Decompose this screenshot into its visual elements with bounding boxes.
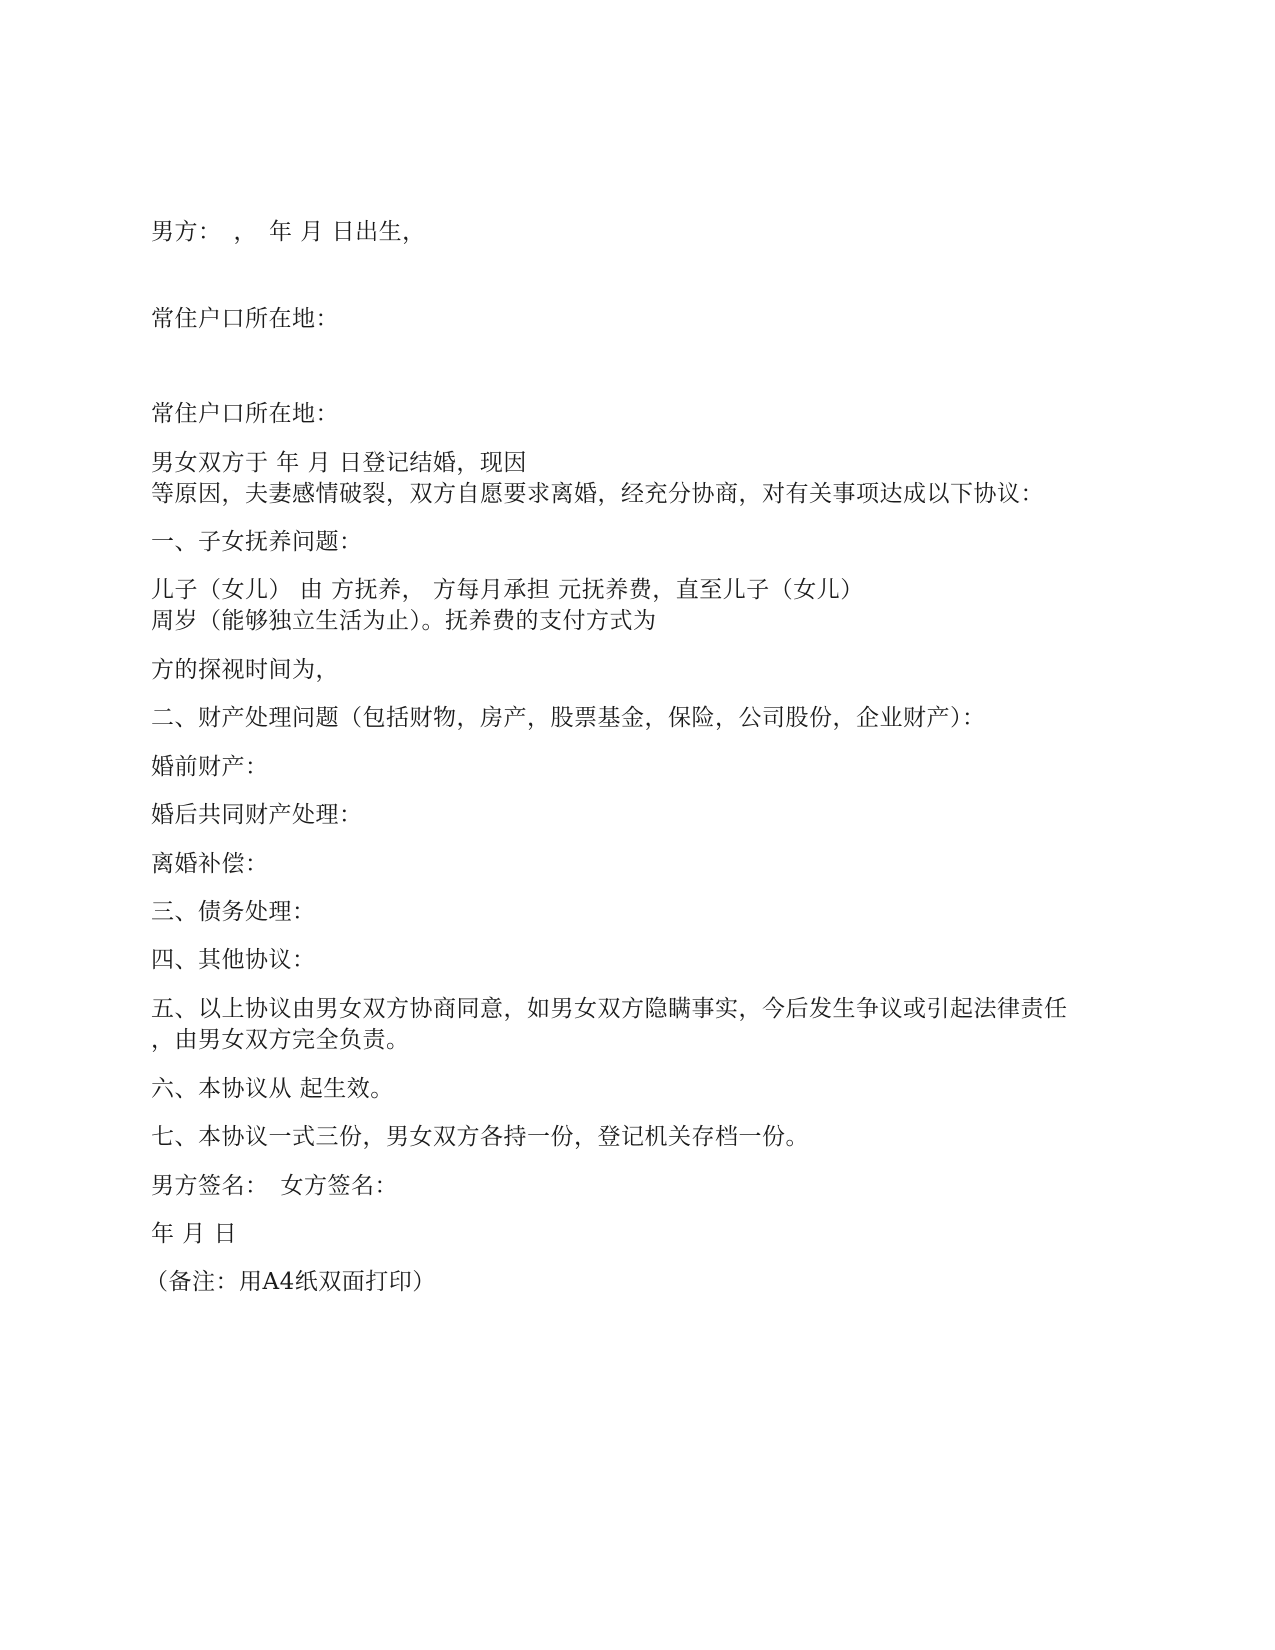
child-custody-line-2: 周岁（能够独立生活为止）。抚养费的支付方式为: [151, 608, 657, 634]
section-debt-heading: 三、债务处理：: [151, 899, 316, 925]
print-note-line: （备注：用A4纸双面打印）: [145, 1269, 436, 1295]
section-other-agreement-heading: 四、其他协议：: [151, 947, 316, 973]
child-custody-line-1: 儿子（女儿） 由 方抚养， 方每月承担 元抚养费，直至儿子（女儿）: [151, 577, 864, 603]
premarital-property-line: 婚前财产：: [151, 754, 269, 780]
marriage-registration-line: 男女双方于 年 月 日登记结婚，现因: [151, 450, 527, 476]
section-child-custody-heading: 一、子女抚养问题：: [151, 529, 363, 555]
section-five-line-2: ，由男女双方完全负责。: [151, 1027, 410, 1053]
date-line: 年 月 日: [151, 1221, 238, 1247]
male-residence-line: 常住户口所在地：: [151, 306, 339, 332]
divorce-compensation-line: 离婚补偿：: [151, 851, 269, 877]
female-residence-line: 常住户口所在地：: [151, 401, 339, 427]
male-party-birth-line: 男方： ， 年 月 日出生，: [151, 219, 426, 245]
signature-line: 男方签名： 女方签名：: [151, 1173, 398, 1199]
visitation-line: 方的探视时间为，: [151, 657, 339, 683]
section-property-heading: 二、财产处理问题（包括财物，房产，股票基金，保险，公司股份，企业财产）：: [151, 705, 986, 731]
divorce-reason-line: 等原因，夫妻感情破裂，双方自愿要求离婚，经充分协商，对有关事项达成以下协议：: [151, 481, 1044, 507]
joint-property-line: 婚后共同财产处理：: [151, 802, 363, 828]
section-seven-line: 七、本协议一式三份，男女双方各持一份，登记机关存档一份。: [151, 1124, 809, 1150]
section-six-line: 六、本协议从 起生效。: [151, 1076, 394, 1102]
section-five-line-1: 五、以上协议由男女双方协商同意，如男女双方隐瞒事实，今后发生争议或引起法律责任: [151, 996, 1068, 1022]
